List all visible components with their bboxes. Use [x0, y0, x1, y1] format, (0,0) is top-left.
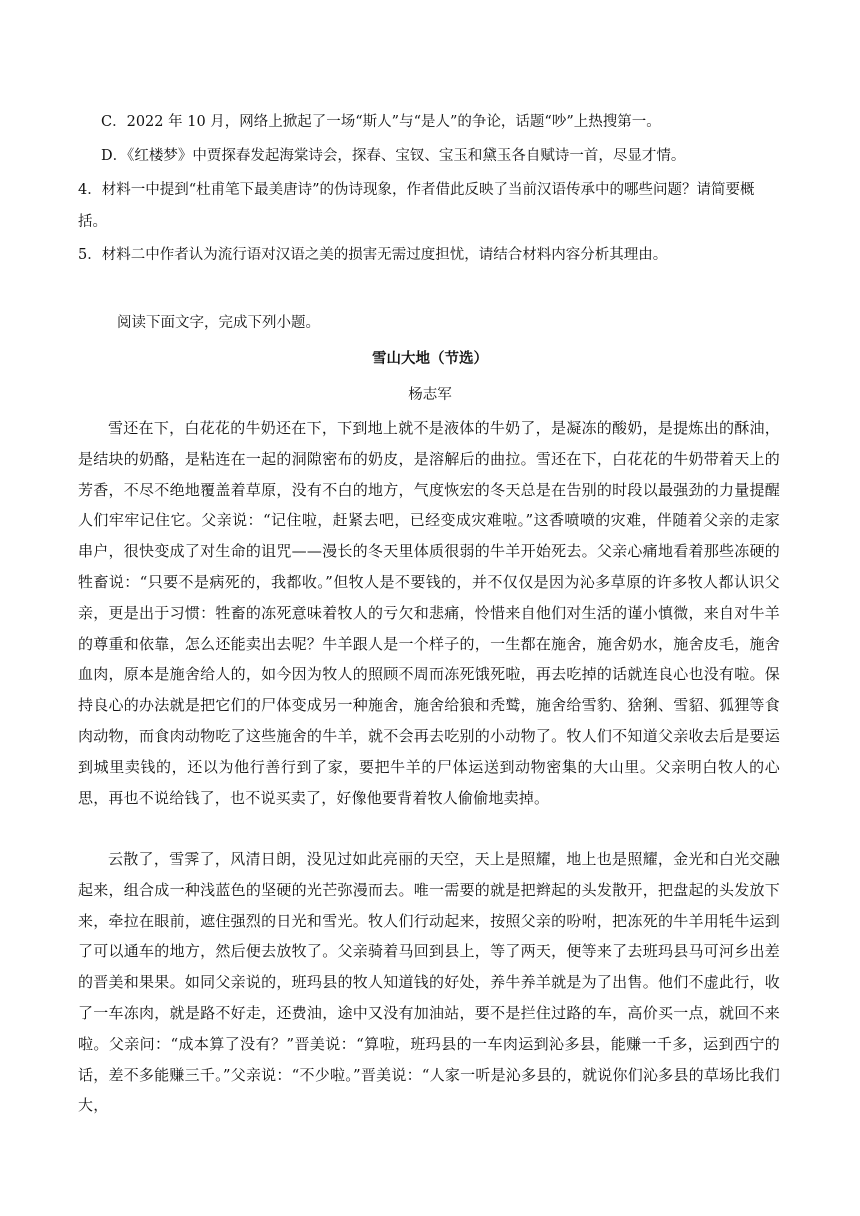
passage-author: 杨志军 [408, 387, 452, 403]
question-5: 5．材料二中作者认为流行语对汉语之美的损害无需过度担忧，请结合材料内容分析其理由。 [78, 247, 668, 263]
reading-instruction: 阅读下面文字，完成下列小题。 [117, 315, 320, 331]
passage-title: 雪山大地（节选） [372, 351, 488, 367]
option-c: C．2022 年 10 月，网络上掀起了一场“斯人”与“是人”的争论，话题“吵”上热搜第一。 [101, 114, 661, 130]
question-4-line-1: 4．材料一中提到“杜甫笔下最美唐诗”的伪诗现象，作者借此反映了当前汉语传承中的哪些问题？请简要概 [78, 182, 755, 198]
question-4-line-2: 括。 [78, 214, 107, 230]
passage-paragraph-1: 雪还在下，白花花的牛奶还在下，下到地上就不是液体的牛奶了，是凝冻的酸奶，是提炼出的酥油，是结块的奶酪，是粘连在一起的洞隙密布的奶皮，是溶解后的曲拉。雪还在下，白花花的牛奶带着天上的芳香，不尽不绝地覆盖着草原，没有不白的地方，气度恢宏的冬天总是在告别的时段以最强劲的力量提醒人们牢牢记住它。父亲说：“记住啦，赶紧去吧，已经变成灾难啦。”这香喷喷的灾难，伴随着父亲的走家串户，很快变成了对生命的诅咒——漫长的冬天里体质很弱的牛羊开始死去。父亲心痛地看着那些冻硬的牲畜说：“只要不是病死的，我都收。”但牧人是不要钱的，并不仅仅是因为沁多草原的许多牧人都认识父亲，更是出于习惯：牲畜的冻死意味着牧人的亏欠和悲痛，怜惜来自他们对生活的谨小慎微，来自对牛羊的尊重和依靠，怎么还能卖出去呢？牛羊跟人是一个样子的，一生都在施舍，施舍奶水，施舍皮毛，施舍血肉，原本是施舍给人的，如今因为牧人的照顾不周而冻死饿死啦，再去吃掉的话就连良心也没有啦。保持良心的办法就是把它们的尸体变成另一种施舍，施舍给狼和秃鹫，施舍给雪豹、猞猁、雪貂、狐狸等食肉动物，而食肉动物吃了这些施舍的牛羊，就不会再去吃别的小动物了。牧人们不知道父亲收去后是要运到城里卖钱的，还以为他行善行到了家，要把牛羊的尸体运送到动物密集的大山里。父亲明白牧人的心思，再也不说给钱了，也不说买卖了，好像他要背着牧人偷偷地卖掉。 [78, 419, 780, 807]
option-d: D．《红楼梦》中贾探春发起海棠诗会，探春、宝钗、宝玉和黛玉各自赋诗一首，尽显才情。 [101, 148, 686, 164]
passage-paragraph-2: 云散了，雪霁了，风清日朗，没见过如此亮丽的天空，天上是照耀，地上也是照耀，金光和白光交融起来，组合成一种浅蓝色的坚硬的光芒弥漫而去。唯一需要的就是把辫起的头发散开，把盘起的头发放下来，牵拉在眼前，遮住强烈的日光和雪光。牧人们行动起来，按照父亲的吩咐，把冻死的牛羊用牦牛运到了可以通车的地方，然后便去放牧了。父亲骑着马回到县上，等了两天，便等来了去班玛县马可河乡出差的晋美和果果。如同父亲说的，班玛县的牧人知道钱的好处，养牛养羊就是为了出售。他们不虚此行，收了一车冻肉，就是路不好走，还费油，途中又没有加油站，要不是拦住过路的车，高价买一点，就回不来啦。父亲问：“成本算了没有？”晋美说：“算啦，班玛县的一车肉运到沁多县，能赚一千多，运到西宁的话，差不多能赚三千。”父亲说：“不少啦。”晋美说：“人家一听是沁多县的，就说你们沁多县的草场比我们大， [78, 850, 780, 1115]
